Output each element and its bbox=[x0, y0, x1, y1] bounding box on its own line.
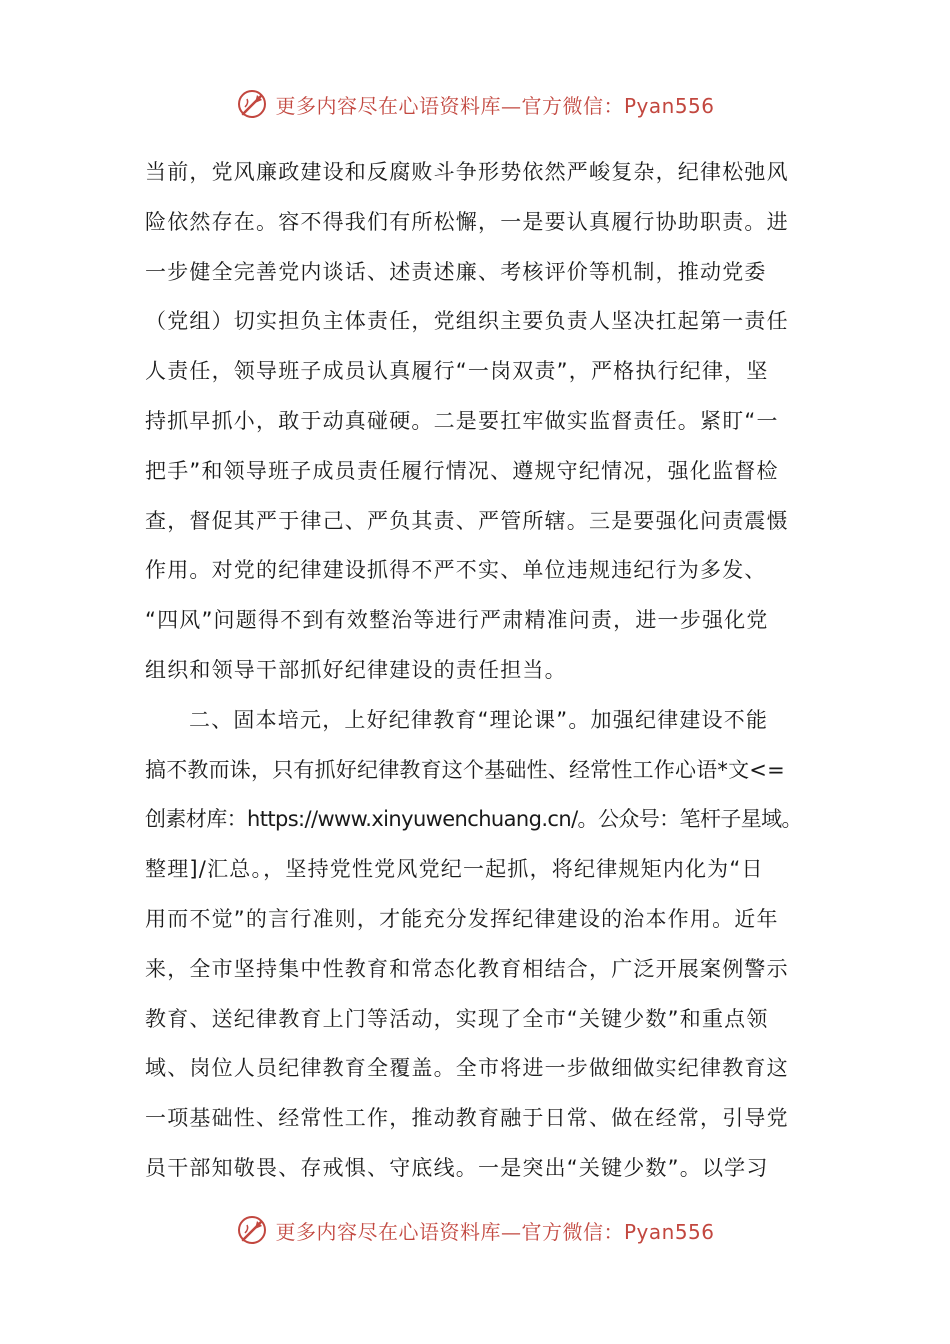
text-line: 教育、送纪律教育上门等活动，实现了全市“关键少数”和重点领 bbox=[145, 1006, 769, 1031]
text-line: 域、岗位人员纪律教育全覆盖。全市将进一步做细做实纪律教育这 bbox=[145, 1056, 789, 1081]
text-line: 用而不觉”的言行准则，才能充分发挥纪律建设的治本作用。近年 bbox=[145, 906, 779, 931]
pen-logo-icon bbox=[235, 87, 269, 121]
text-line: 一项基础性、经常性工作，推动教育融于日常、做在经常，引导党 bbox=[145, 1106, 789, 1131]
text-line: （党组）切实担负主体责任，党组织主要负责人坚决扛起第一责任 bbox=[145, 309, 789, 334]
section-heading-line: 二、固本培元，上好纪律教育“理论课”。加强纪律建设不能 bbox=[189, 707, 769, 732]
text-line: 创素材库：https://www.xinyuwenchuang.cn/。公众号：笔杆子星域。 bbox=[145, 807, 802, 832]
text-line: 搞不教而诛，只有抓好纪律教育这个基础性、经常性工作心语*文<= bbox=[145, 757, 785, 782]
text-line: 查，督促其严于律己、严负其责、严管所辖。三是要强化问责震慑 bbox=[145, 508, 789, 533]
text-line: 把手”和领导班子成员责任履行情况、遵规守纪情况，强化监督检 bbox=[145, 458, 779, 483]
document-body bbox=[145, 148, 810, 1194]
text-line: “四风”问题得不到有效整治等进行严肃精准问责，进一步强化党 bbox=[145, 608, 769, 633]
text-line: 员干部知敬畏、存戒惧、守底线。一是突出“关键少数”。以学习 bbox=[145, 1155, 769, 1180]
text-line: 险依然存在。容不得我们有所松懈，一是要认真履行协助职责。进 bbox=[145, 209, 789, 234]
text-line: 作用。对党的纪律建设抓得不严不实、单位违规违纪行为多发、 bbox=[145, 558, 767, 583]
footer-watermark-banner bbox=[0, 1210, 950, 1250]
footer-watermark-text: 更多内容尽在心语资料库—官方微信：Pyan556 bbox=[275, 1219, 715, 1244]
header-watermark-banner bbox=[0, 84, 950, 124]
text-line: 来，全市坚持集中性教育和常态化教育相结合，广泛开展案例警示 bbox=[145, 956, 789, 981]
text-line: 持抓早抓小，敢于动真碰硬。二是要扛牢做实监督责任。紧盯“一 bbox=[145, 408, 779, 433]
text-line: 整理]/汇总。，坚持党性党风党纪一起抓，将纪律规矩内化为“日 bbox=[145, 857, 764, 882]
header-watermark-text: 更多内容尽在心语资料库—官方微信：Pyan556 bbox=[275, 93, 715, 118]
text-line: 当前，党风廉政建设和反腐败斗争形势依然严峻复杂，纪律松弛风 bbox=[145, 160, 789, 184]
pen-logo-icon bbox=[235, 1213, 269, 1247]
text-line: 组织和领导干部抓好纪律建设的责任担当。 bbox=[145, 657, 567, 682]
text-line: 人责任，领导班子成员认真履行“一岗双责”，严格执行纪律，坚 bbox=[145, 359, 769, 384]
text-line: 一步健全完善党内谈话、述责述廉、考核评价等机制，推动党委 bbox=[145, 259, 767, 284]
